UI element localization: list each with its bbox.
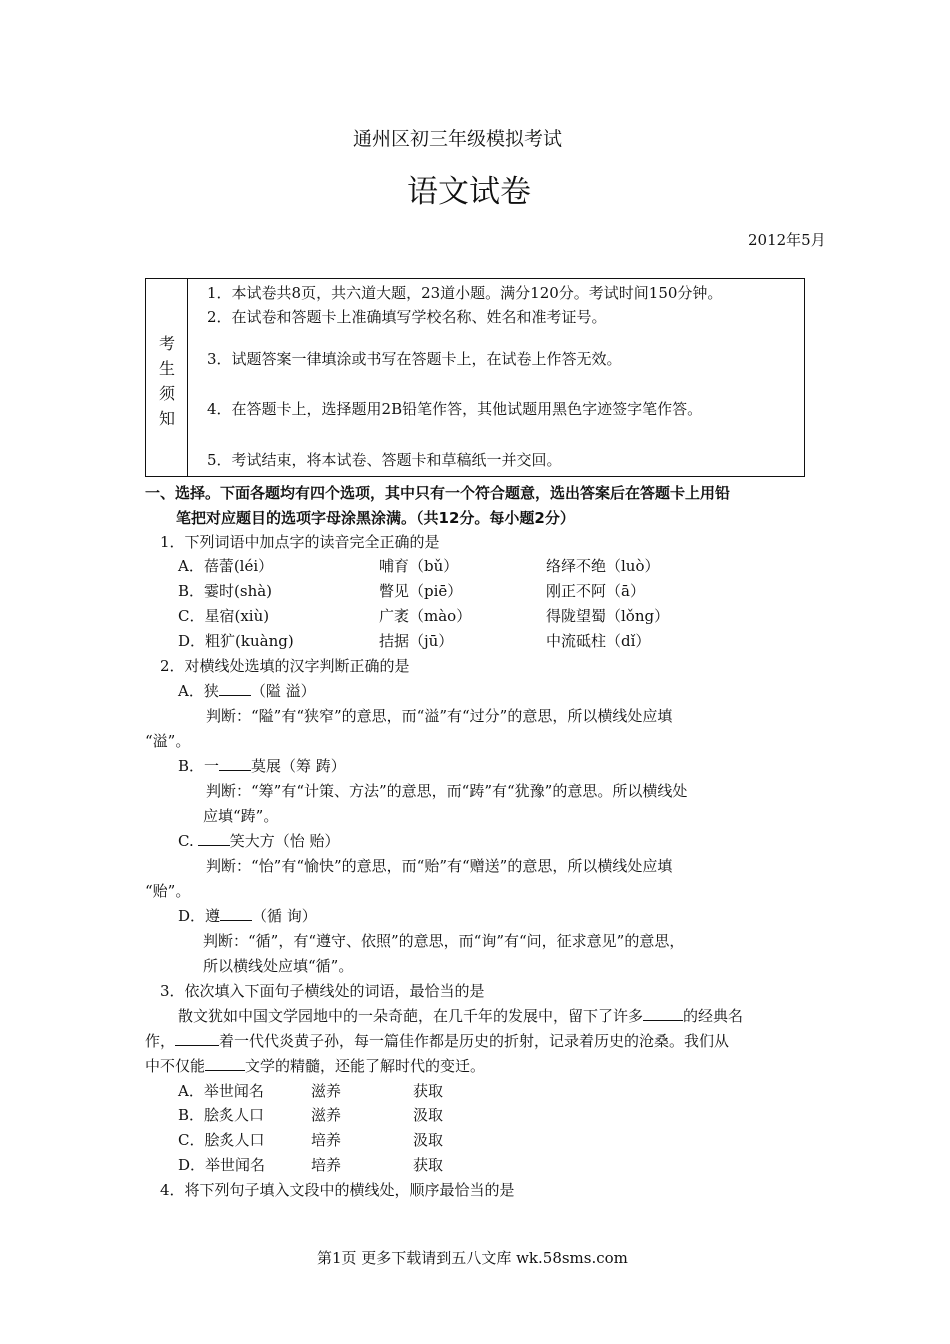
page-footer: 第1页 更多下载请到五八文库 wk.58sms.com bbox=[317, 1249, 628, 1267]
q1-option-b: 刚正不阿（ā） bbox=[546, 582, 645, 600]
question-stem: 4．将下列句子填入文段中的横线处，顺序最恰当的是 bbox=[160, 1181, 515, 1199]
notice-label-char: 生 bbox=[159, 359, 176, 378]
exam-title: 语文试卷 bbox=[407, 174, 531, 210]
exam-subtitle: 通州区初三年级模拟考试 bbox=[353, 128, 563, 150]
notice-item: 5．考试结束，将本试卷、答题卡和草稿纸一并交回。 bbox=[207, 451, 562, 469]
notice-label-char: 须 bbox=[159, 384, 176, 403]
q3-option-a: 获取 bbox=[413, 1082, 444, 1100]
q1-option-a: 络绎不绝（luò） bbox=[546, 557, 660, 575]
q3-option-c: 汲取 bbox=[413, 1131, 444, 1149]
q2-option-b: B．一 莫展（筹 踌） bbox=[178, 757, 346, 775]
q3-option-c: 培养 bbox=[311, 1131, 342, 1149]
q2-option-c: C. 笑大方（怡 贻） bbox=[178, 832, 340, 850]
section-heading: 一、选择。下面各题均有四个选项，其中只有一个符合题意，选出答案后在答题卡上用铅 bbox=[145, 484, 731, 502]
q3-option-b: 滋养 bbox=[311, 1106, 342, 1124]
q3-passage: 中不仅能 文学的精髓，还能了解时代的变迁。 bbox=[145, 1057, 486, 1075]
notice-item: 4．在答题卡上，选择题用2B铅笔作答，其他试题用黑色字迹签字笔作答。 bbox=[207, 400, 703, 418]
q1-option-c: 得陇望蜀（lǒng） bbox=[546, 607, 670, 625]
notice-item: 1．本试卷共8页，共六道大题，23道小题。满分120分。考试时间150分钟。 bbox=[207, 284, 723, 302]
q2-judgement: 判断：“怡”有“愉快”的意思，而“贻”有“赠送”的意思，所以横线处应填 bbox=[206, 857, 673, 875]
q2-judgement: 所以横线处应填“循”。 bbox=[203, 957, 354, 975]
q1-option-b: B．霎时(shà) bbox=[178, 582, 273, 600]
exam-date: 2012年5月 bbox=[748, 231, 826, 249]
q3-option-a: 滋养 bbox=[311, 1082, 342, 1100]
q2-option-a: A．狭 （隘 溢） bbox=[178, 682, 316, 700]
q3-passage: 作， 着一代代炎黄子孙，每一篇佳作都是历史的折射，记录着历史的沧桑。我们从 bbox=[145, 1032, 730, 1050]
q3-option-d: 培养 bbox=[311, 1156, 342, 1174]
q1-option-c: C．星宿(xiù) bbox=[178, 607, 270, 625]
q2-judgement: “溢”。 bbox=[145, 732, 191, 750]
q1-option-a: 哺育（bǔ） bbox=[379, 557, 459, 575]
notice-label-char: 知 bbox=[159, 409, 176, 428]
q1-option-a: A．蓓蕾(léi） bbox=[178, 557, 274, 575]
q3-option-d: D．举世闻名 bbox=[178, 1156, 266, 1174]
q1-option-d: 拮据（jū） bbox=[379, 632, 454, 650]
q1-option-d: 中流砥柱（dǐ） bbox=[546, 632, 651, 650]
question-stem: 3．依次填入下面句子横线处的词语，最恰当的是 bbox=[160, 982, 485, 1000]
q1-option-b: 瞥见（piē） bbox=[379, 582, 463, 600]
q2-option-d: D．遵 （循 询） bbox=[178, 907, 317, 925]
section-heading: 笔把对应题目的选项字母涂黑涂满。（共12分。每小题2分） bbox=[176, 509, 575, 527]
q2-judgement: 应填“踌”。 bbox=[203, 807, 279, 825]
candidate-notice-box bbox=[145, 278, 805, 477]
q3-option-a: A．举世闻名 bbox=[178, 1082, 264, 1100]
notice-label bbox=[146, 279, 188, 476]
q1-option-c: 广袤（mào） bbox=[379, 607, 472, 625]
q3-option-b: B．脍炙人口 bbox=[178, 1106, 265, 1124]
notice-item: 2．在试卷和答题卡上准确填写学校名称、姓名和准考证号。 bbox=[207, 308, 607, 326]
q3-option-d: 获取 bbox=[413, 1156, 444, 1174]
q3-option-b: 汲取 bbox=[413, 1106, 444, 1124]
q2-judgement: 判断：“循”，有“遵守、依照”的意思，而“询”有“问，征求意见”的意思， bbox=[203, 932, 685, 950]
question-stem: 1．下列词语中加点字的读音完全正确的是 bbox=[160, 533, 440, 551]
notice-label-char: 考 bbox=[159, 334, 176, 353]
q2-judgement: “贻”。 bbox=[145, 882, 191, 900]
q3-option-c: C．脍炙人口 bbox=[178, 1131, 265, 1149]
question-stem: 2．对横线处选填的汉字判断正确的是 bbox=[160, 657, 410, 675]
q3-passage: 散文犹如中国文学园地中的一朵奇葩，在几千年的发展中，留下了许多 的经典名 bbox=[178, 1007, 744, 1025]
q2-judgement: 判断：“筹”有“计策、方法”的意思，而“踌”有“犹豫”的意思。所以横线处 bbox=[206, 782, 688, 800]
q1-option-d: D．粗犷(kuàng) bbox=[178, 632, 294, 650]
notice-item: 3．试题答案一律填涂或书写在答题卡上，在试卷上作答无效。 bbox=[207, 350, 622, 368]
q2-judgement: 判断：“隘”有“狭窄”的意思，而“溢”有“过分”的意思，所以横线处应填 bbox=[206, 707, 673, 725]
